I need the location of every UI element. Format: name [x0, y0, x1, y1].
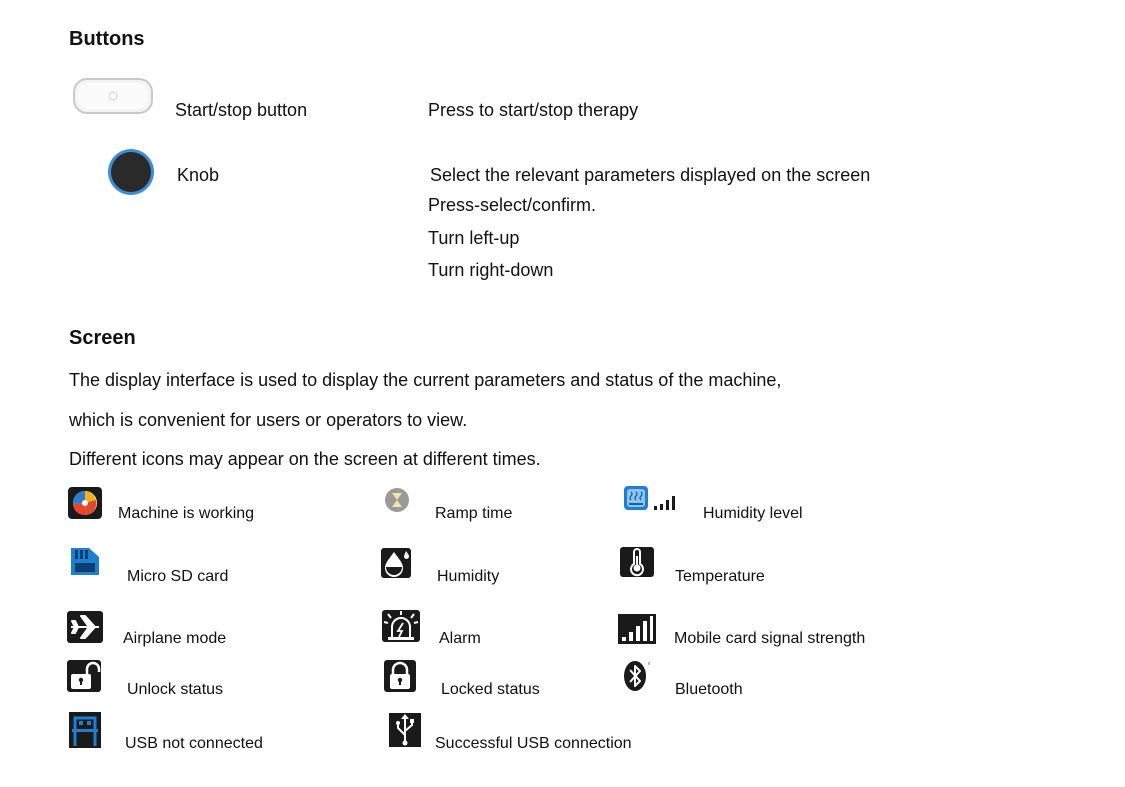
usb-not-connected-label: USB not connected: [125, 735, 263, 752]
temperature-icon: [620, 547, 654, 577]
airplane-mode-label: Airplane mode: [123, 630, 227, 647]
alarm-label: Alarm: [439, 630, 481, 647]
humidity-label: Humidity: [437, 568, 500, 585]
usb-connected-label: Successful USB connection: [435, 735, 632, 752]
knob-description-line: Turn left-up: [428, 228, 520, 248]
start-stop-description: Press to start/stop therapy: [428, 100, 639, 120]
temperature-label: Temperature: [675, 568, 765, 585]
humidity-icon: [381, 548, 411, 578]
usb-not-connected-icon: [69, 712, 101, 748]
start-stop-label: Start/stop button: [175, 100, 308, 120]
buttons-heading: Buttons: [69, 28, 145, 50]
airplane-icon: [67, 611, 103, 643]
usb-connected-icon: [389, 713, 421, 747]
machine-working-label: Machine is working: [118, 505, 255, 522]
signal-strength-icon: [618, 614, 656, 644]
humidity-level-icon: [624, 486, 694, 514]
knob-description-line: Press-select/confirm.: [428, 195, 597, 215]
screen-paragraph: Different icons may appear on the screen at different times.: [69, 449, 541, 469]
screen-paragraph: which is convenient for users or operators to view.: [69, 410, 468, 430]
ramp-time-label: Ramp time: [435, 505, 513, 522]
unlock-status-label: Unlock status: [127, 681, 224, 698]
machine-working-icon: [68, 487, 102, 519]
signal-strength-label: Mobile card signal strength: [674, 630, 866, 647]
start-stop-button-icon: [71, 73, 155, 119]
micro-sd-card-icon: [69, 545, 101, 577]
bluetooth-icon: [623, 660, 653, 692]
humidity-level-label: Humidity level: [703, 505, 803, 522]
locked-status-label: Locked status: [441, 681, 540, 698]
knob-icon: [106, 147, 156, 197]
micro-sd-card-label: Micro SD card: [127, 568, 229, 585]
ramp-time-icon: [384, 487, 410, 513]
bluetooth-label: Bluetooth: [675, 681, 743, 698]
knob-label: Knob: [177, 165, 220, 185]
screen-paragraph: The display interface is used to display the current parameters and status of the machine,: [69, 370, 782, 390]
knob-description-line: Select the relevant parameters displayed on the screen: [430, 165, 871, 185]
lock-icon: [384, 660, 416, 692]
unlock-icon: [67, 660, 101, 692]
alarm-icon: [382, 610, 420, 642]
screen-heading: Screen: [69, 327, 136, 349]
knob-description-line: Turn right-down: [428, 260, 554, 280]
